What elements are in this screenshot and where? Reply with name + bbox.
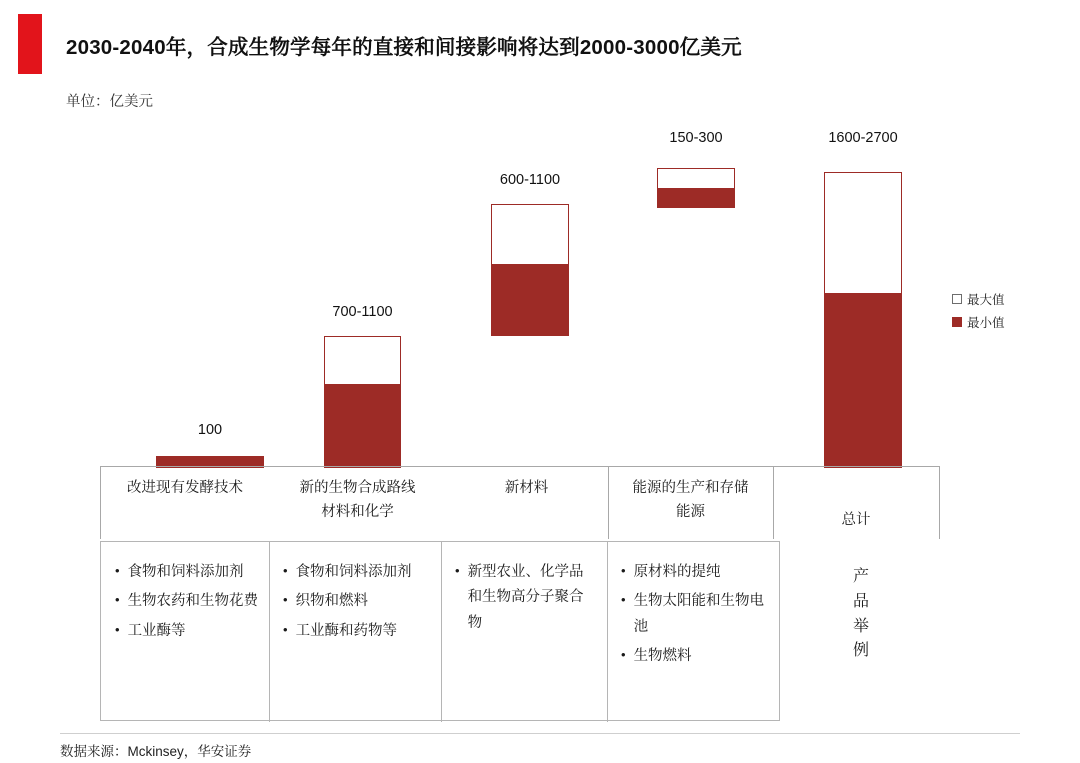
category-divider-right bbox=[939, 467, 940, 539]
legend-swatch-min-icon bbox=[952, 317, 962, 327]
bullet-icon: • bbox=[283, 592, 288, 608]
legend-item-min[interactable] bbox=[952, 313, 1005, 331]
examples-column-2 bbox=[441, 542, 607, 722]
list-item-text: 生物农药和生物花费 bbox=[127, 593, 259, 610]
list-item bbox=[283, 619, 431, 644]
category-cell-1[interactable] bbox=[270, 467, 445, 539]
bar-group-4 bbox=[824, 120, 902, 468]
bullet-icon: • bbox=[621, 592, 626, 608]
footer-divider bbox=[60, 733, 1020, 734]
legend-label-max: 最大值 bbox=[967, 293, 1005, 307]
legend-item-max[interactable] bbox=[952, 290, 1005, 308]
bullet-icon: • bbox=[115, 621, 120, 637]
page-title: 2030-2040年，合成生物学每年的直接和间接影响将达到2000-3000亿美元 bbox=[66, 36, 742, 59]
list-item-text: 生物燃料 bbox=[633, 648, 692, 665]
list-item bbox=[283, 589, 431, 614]
category-cell-4[interactable] bbox=[773, 467, 939, 539]
category-label-3-line1: 能源的生产和存储 bbox=[632, 480, 749, 496]
list-item-text: 织物和燃料 bbox=[295, 593, 369, 610]
list-item bbox=[621, 644, 771, 669]
bullet-icon: • bbox=[455, 563, 460, 578]
list-item bbox=[115, 619, 259, 644]
bullet-icon: • bbox=[283, 563, 288, 578]
chart-plot-area bbox=[0, 118, 1080, 468]
category-label-0-line1: 改进现有发酵技术 bbox=[127, 480, 243, 496]
bar-min-segment-1 bbox=[325, 384, 400, 467]
chart-legend bbox=[952, 290, 1005, 336]
examples-column-0 bbox=[101, 542, 269, 722]
examples-total-label: 产品举例 bbox=[852, 568, 869, 660]
category-label-1-line2: 材料和化学 bbox=[321, 503, 394, 520]
legend-label-min: 最小值 bbox=[967, 316, 1005, 330]
examples-total-box bbox=[782, 541, 940, 721]
bar-min-segment-4 bbox=[825, 293, 901, 467]
bullet-icon: • bbox=[283, 621, 288, 637]
bar-min-segment-2 bbox=[492, 264, 568, 335]
list-item bbox=[621, 589, 771, 640]
list-item-text: 生物太阳能和生物电池 bbox=[633, 593, 765, 635]
category-cell-3[interactable] bbox=[608, 467, 773, 539]
category-label-2-line1: 新材料 bbox=[504, 480, 549, 496]
source-note: 数据来源：Mckinsey，华安证券 bbox=[60, 744, 252, 759]
examples-column-1 bbox=[269, 542, 441, 722]
bar-stack-3[interactable] bbox=[657, 168, 735, 208]
bar-value-label-3: 150-300 bbox=[669, 130, 723, 146]
bar-group-3 bbox=[657, 120, 735, 468]
bar-value-label-2: 600-1100 bbox=[499, 172, 561, 188]
bullet-icon: • bbox=[115, 592, 120, 608]
list-item bbox=[115, 560, 259, 585]
bar-group-1 bbox=[324, 120, 401, 468]
bar-value-label-4: 1600-2700 bbox=[828, 130, 898, 146]
bar-min-segment-3 bbox=[658, 188, 734, 207]
bar-value-label-1: 700-1100 bbox=[332, 304, 393, 320]
category-label-4-line1: 总计 bbox=[841, 512, 871, 528]
accent-bar bbox=[18, 14, 42, 74]
bar-stack-2[interactable] bbox=[491, 204, 569, 336]
category-label-3-line2: 能源 bbox=[676, 503, 705, 520]
unit-label: 单位：亿美元 bbox=[66, 94, 153, 110]
list-item-text: 新型农业、化学品和生物高分子聚合物 bbox=[467, 564, 584, 631]
list-item-text: 工业酶等 bbox=[127, 622, 186, 639]
bar-stack-4[interactable] bbox=[824, 172, 902, 468]
bullet-icon: • bbox=[621, 563, 626, 578]
list-item-text: 原材料的提纯 bbox=[633, 564, 721, 580]
list-item-text: 食物和饲料添加剂 bbox=[127, 564, 244, 580]
list-item-text: 食物和饲料添加剂 bbox=[295, 564, 412, 580]
list-item-text: 工业酶和药物等 bbox=[295, 622, 398, 639]
list-item bbox=[283, 560, 431, 585]
bar-value-label-0: 100 bbox=[197, 422, 223, 438]
bullet-icon: • bbox=[621, 647, 626, 663]
examples-column-3 bbox=[607, 542, 781, 722]
list-item bbox=[115, 589, 259, 614]
list-item bbox=[621, 560, 771, 585]
bar-group-0 bbox=[156, 120, 264, 468]
category-cell-2[interactable] bbox=[445, 467, 608, 539]
examples-band bbox=[100, 541, 780, 721]
bar-stack-1[interactable] bbox=[324, 336, 401, 468]
category-cell-0[interactable] bbox=[100, 467, 270, 539]
bar-group-2 bbox=[491, 120, 569, 468]
list-item bbox=[455, 560, 597, 636]
legend-swatch-max-icon bbox=[952, 294, 962, 304]
bullet-icon: • bbox=[115, 563, 120, 578]
category-band bbox=[100, 466, 940, 538]
category-label-1-line1: 新的生物合成路线 bbox=[299, 480, 416, 496]
